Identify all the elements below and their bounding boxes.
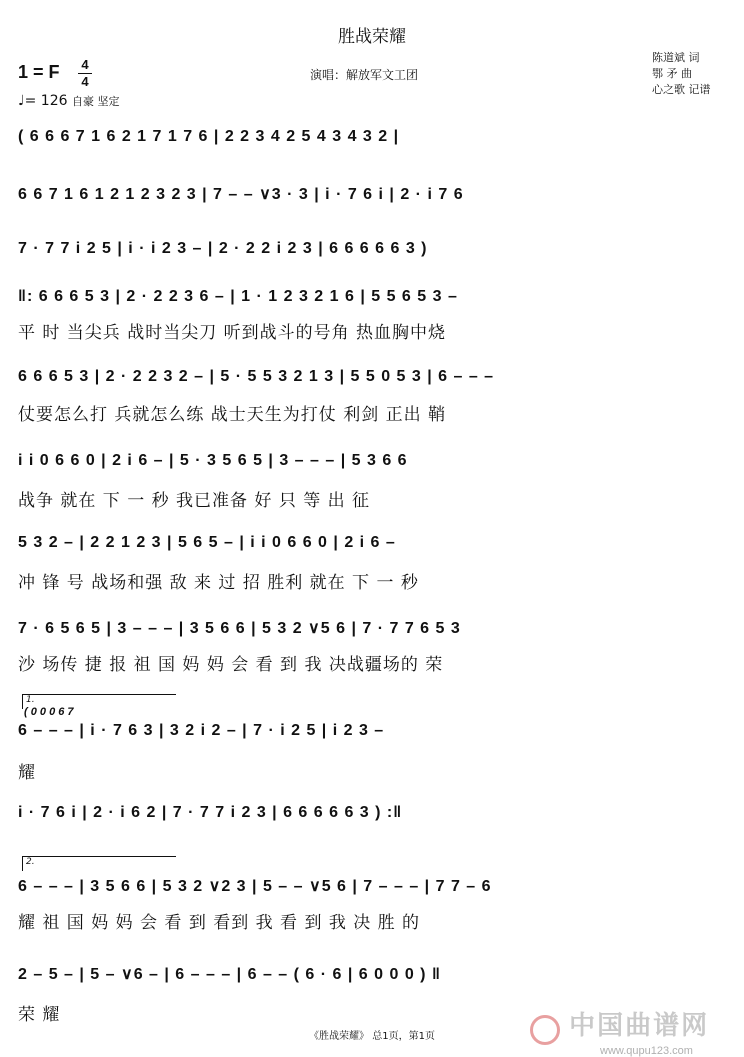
watermark-url: www.qupu123.com bbox=[600, 1044, 693, 1057]
notation-line: ‖: 6 6 6 5 3 | 2 · 2 2 3 6 – | 1 · 1 2 3 2 1 6 | 5 5 6 5 3 – bbox=[18, 288, 458, 305]
notation-line: 5 3 2 – | 2 2 1 2 3 | 5 6 5 – | i i 0 6 6 0 | 2 i 6 – bbox=[18, 534, 396, 551]
notation-line: 2 – 5 – | 5 – ∨6 – | 6 – – – | 6 – – ( 6 · 6 | 6 0 0 0 ) ‖ bbox=[18, 966, 441, 983]
lyricist-credit: 陈道斌 词 bbox=[652, 51, 700, 64]
credits bbox=[652, 50, 711, 98]
composer-credit: 鄂 矛 曲 bbox=[652, 67, 692, 80]
volta-2-mark: 2. bbox=[26, 857, 35, 867]
volta-1-mark: 1. bbox=[26, 695, 35, 705]
mood-text: 自豪 坚定 bbox=[71, 95, 120, 108]
lyric-line: 冲 锋 号 战场和强 敌 来 过 招 胜利 就在 下 一 秒 bbox=[18, 573, 419, 593]
volta-1-notes: ( 0 0 0 6 7 bbox=[24, 706, 74, 718]
notation-line: 7 · 6 5 6 5 | 3 – – – | 3 5 6 6 | 5 3 2 ∨5 6 | 7 · 7 7 6 5 3 bbox=[18, 620, 461, 637]
page-footer: 《胜战荣耀》 总1页，第1页 bbox=[309, 1031, 435, 1042]
notation-line: 6 6 6 5 3 | 2 · 2 2 3 2 – | 5 · 5 5 3 2 1 3 | 5 5 0 5 3 | 6 – – – bbox=[18, 368, 495, 385]
notation-line: 6 6 7 1 6 1 2 1 2 3 2 3 | 7 – – ∨3 · 3 | i · 7 6 i | 2 · i 7 6 bbox=[18, 186, 464, 203]
transcriber-credit: 心之歌 记谱 bbox=[652, 83, 711, 96]
notation-line: i · 7 6 i | 2 · i 6 2 | 7 · 7 7 i 2 3 | 6 6 6 6 6 3 ) :‖ bbox=[18, 804, 403, 821]
lyric-line: 荣 耀 bbox=[18, 1005, 61, 1025]
notation-line: i i 0 6 6 0 | 2 i 6 – | 5 · 3 5 6 5 | 3 – – – | 5 3 6 6 bbox=[18, 452, 408, 469]
notation-line: ( 6 6 6 7 1 6 2 1 7 1 7 6 | 2 2 3 4 2 5 4 3 4 3 2 | bbox=[18, 128, 400, 145]
volta-2-bracket bbox=[22, 856, 176, 871]
singer-line: 演唱：解放军文工团 bbox=[310, 68, 419, 82]
lyric-line: 战争 就在 下 一 秒 我已准备 好 只 等 出 征 bbox=[18, 491, 371, 511]
lyric-line: 仗要怎么打 兵就怎么练 战士天生为打仗 利剑 正出 鞘 bbox=[18, 405, 447, 425]
notation-line: 7 · 7 7 i 2 5 | i · i 2 3 – | 2 · 2 2 i 2 3 | 6 6 6 6 6 3 ) bbox=[18, 240, 428, 257]
time-top: 4 bbox=[81, 57, 89, 72]
notation-line: 6 – – – | 3 5 6 6 | 5 3 2 ∨2 3 | 5 – – ∨5 6 | 7 – – – | 7 7 – 6 bbox=[18, 878, 492, 895]
tempo-value: ♩= 126 bbox=[18, 93, 68, 109]
lyric-line: 耀 bbox=[18, 763, 36, 783]
time-bottom: 4 bbox=[81, 74, 89, 89]
watermark-name: 中国曲谱网 bbox=[569, 1011, 710, 1041]
notation-line: 6 – – – | i · 7 6 3 | 3 2 i 2 – | 7 · i 2 5 | i 2 3 – bbox=[18, 722, 385, 739]
time-signature bbox=[78, 58, 92, 89]
lyric-line: 沙 场传 捷 报 祖 国 妈 妈 会 看 到 我 决战疆场的 荣 bbox=[18, 655, 444, 675]
lyric-line: 平 时 当尖兵 战时当尖刀 听到战斗的号角 热血胸中烧 bbox=[18, 323, 447, 343]
song-title: 胜战荣耀 bbox=[338, 27, 406, 47]
tempo-marking bbox=[18, 93, 119, 109]
lyric-line: 耀 祖 国 妈 妈 会 看 到 看到 我 看 到 我 决 胜 的 bbox=[18, 913, 421, 933]
key-signature: 1 = F bbox=[18, 62, 60, 82]
